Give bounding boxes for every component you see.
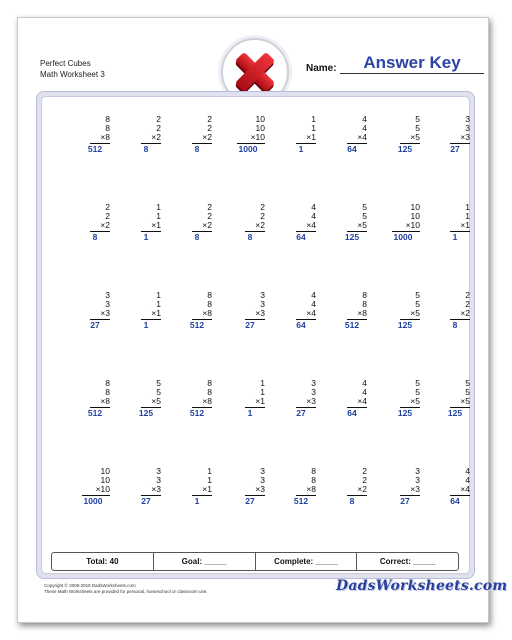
operator-line: ×5 xyxy=(410,308,420,318)
answer-value: 1000 xyxy=(238,144,258,154)
problem-item xyxy=(215,379,265,418)
answer-value: 8 xyxy=(194,232,200,242)
answer-value: 1 xyxy=(143,232,149,242)
answer-value: 512 xyxy=(189,408,205,418)
answer-value: 27 xyxy=(90,320,100,330)
name-label: Name: xyxy=(306,63,337,74)
multiplicand: 1 xyxy=(260,378,265,388)
multiplier: 3 xyxy=(260,475,265,485)
answer-value: 64 xyxy=(450,496,460,506)
operator-line: ×4 xyxy=(357,132,367,142)
copyright-text: Copyright © 2008-2018 DadsWorksheets.com xyxy=(44,583,136,588)
operator-line: ×5 xyxy=(151,396,161,406)
operator-line: ×10 xyxy=(405,220,420,230)
multiplier: 1 xyxy=(207,475,212,485)
problem-item xyxy=(266,379,316,418)
answer-value: 1 xyxy=(143,320,149,330)
multiplicand: 3 xyxy=(465,114,470,124)
problem-item xyxy=(162,379,212,418)
worksheet-subtitle: Math Worksheet 3 xyxy=(40,70,105,79)
problem-item xyxy=(420,203,470,242)
answer-value: 8 xyxy=(194,144,200,154)
multiplicand: 5 xyxy=(415,378,420,388)
multiplier: 4 xyxy=(362,123,367,133)
problem-item xyxy=(215,467,265,506)
multiplier: 2 xyxy=(207,211,212,221)
answer-value: 125 xyxy=(447,408,463,418)
operator-line: ×8 xyxy=(202,396,212,406)
multiplier: 2 xyxy=(156,123,161,133)
multiplicand: 3 xyxy=(415,466,420,476)
multiplier: 1 xyxy=(156,211,161,221)
operator-line: ×8 xyxy=(100,132,110,142)
multiplicand: 3 xyxy=(156,466,161,476)
operator-line: ×3 xyxy=(100,308,110,318)
multiplier: 8 xyxy=(311,475,316,485)
total-cell: Total: 40 xyxy=(86,557,119,566)
multiplicand: 1 xyxy=(311,114,316,124)
multiplier: 3 xyxy=(105,299,110,309)
answer-value: 1 xyxy=(452,232,458,242)
operator-line: ×3 xyxy=(410,484,420,494)
multiplicand: 3 xyxy=(105,290,110,300)
operator-line: ×3 xyxy=(306,396,316,406)
multiplier: 10 xyxy=(255,123,265,133)
problem-item xyxy=(317,115,367,154)
problem-item xyxy=(370,379,420,418)
operator-line: ×4 xyxy=(306,220,316,230)
multiplicand: 8 xyxy=(207,378,212,388)
multiplicand: 4 xyxy=(362,378,367,388)
multiplicand: 2 xyxy=(105,202,110,212)
answer-value: 27 xyxy=(245,496,255,506)
multiplicand: 2 xyxy=(207,202,212,212)
multiplicand: 3 xyxy=(260,290,265,300)
problem-item xyxy=(162,291,212,330)
problem-item xyxy=(317,467,367,506)
problem-item xyxy=(111,291,161,330)
multiplier: 4 xyxy=(362,387,367,397)
problem-item xyxy=(111,467,161,506)
multiplicand: 2 xyxy=(207,114,212,124)
multiplicand: 5 xyxy=(415,114,420,124)
operator-line: ×5 xyxy=(357,220,367,230)
answer-value: 27 xyxy=(400,496,410,506)
multiplier: 5 xyxy=(415,299,420,309)
answer-value: 8 xyxy=(92,232,98,242)
multiplier: 5 xyxy=(156,387,161,397)
problem-item xyxy=(370,115,420,154)
correct-cell: Correct: _____ xyxy=(356,553,458,570)
multiplier: 3 xyxy=(415,475,420,485)
multiplicand: 4 xyxy=(311,202,316,212)
multiplier: 4 xyxy=(311,211,316,221)
problem-item xyxy=(370,203,420,242)
multiplier: 1 xyxy=(156,299,161,309)
multiplier: 2 xyxy=(465,299,470,309)
problem-item xyxy=(111,379,161,418)
operator-line: ×4 xyxy=(306,308,316,318)
problem-item xyxy=(266,467,316,506)
problem-item xyxy=(317,203,367,242)
operator-line: ×2 xyxy=(202,220,212,230)
multiplier: 8 xyxy=(105,123,110,133)
answer-value: 8 xyxy=(349,496,355,506)
multiplier: 2 xyxy=(207,123,212,133)
problem-item xyxy=(215,291,265,330)
problem-item xyxy=(111,115,161,154)
operator-line: ×8 xyxy=(100,396,110,406)
multiplicand: 8 xyxy=(207,290,212,300)
answer-value: 125 xyxy=(397,144,413,154)
multiplier: 2 xyxy=(260,211,265,221)
operator-line: ×5 xyxy=(460,396,470,406)
operator-line: ×4 xyxy=(357,396,367,406)
answer-value: 27 xyxy=(141,496,151,506)
answer-value: 64 xyxy=(347,144,357,154)
name-line xyxy=(340,73,484,74)
multiplier: 3 xyxy=(311,387,316,397)
multiplicand: 2 xyxy=(465,290,470,300)
score-bar xyxy=(51,552,459,571)
operator-line: ×5 xyxy=(410,396,420,406)
operator-line: ×8 xyxy=(306,484,316,494)
multiplier: 2 xyxy=(362,475,367,485)
goal-cell: Goal: _____ xyxy=(153,553,255,570)
answer-value: 125 xyxy=(138,408,154,418)
multiplicand: 4 xyxy=(311,290,316,300)
answer-value: 1 xyxy=(298,144,304,154)
answer-value: 1 xyxy=(194,496,200,506)
answer-value: 64 xyxy=(347,408,357,418)
answer-value: 125 xyxy=(344,232,360,242)
operator-line: ×2 xyxy=(202,132,212,142)
multiplicand: 10 xyxy=(100,466,110,476)
answer-value: 8 xyxy=(452,320,458,330)
problem-item xyxy=(60,291,110,330)
multiplicand: 10 xyxy=(255,114,265,124)
operator-line: ×1 xyxy=(202,484,212,494)
multiplier: 1 xyxy=(260,387,265,397)
operator-line: ×3 xyxy=(255,308,265,318)
multiplicand: 8 xyxy=(362,290,367,300)
multiplier: 1 xyxy=(465,211,470,221)
multiplicand: 2 xyxy=(260,202,265,212)
operator-line: ×3 xyxy=(460,132,470,142)
multiplicand: 1 xyxy=(156,202,161,212)
problem-item xyxy=(266,115,316,154)
multiplier: 3 xyxy=(156,475,161,485)
operator-line: ×10 xyxy=(250,132,265,142)
problem-item xyxy=(317,379,367,418)
problem-item xyxy=(162,467,212,506)
multiplier: 3 xyxy=(260,299,265,309)
multiplier: 3 xyxy=(465,123,470,133)
multiplier: 10 xyxy=(410,211,420,221)
answer-value: 8 xyxy=(143,144,149,154)
multiplicand: 4 xyxy=(465,466,470,476)
multiplier: 5 xyxy=(415,123,420,133)
answer-value: 64 xyxy=(296,320,306,330)
multiplicand: 5 xyxy=(362,202,367,212)
multiplicand: 8 xyxy=(105,114,110,124)
usage-note: These Math Worksheets are provided for personal, homeschool or classroom use. xyxy=(44,589,208,594)
answer-value: 125 xyxy=(397,408,413,418)
footer-text xyxy=(44,583,208,595)
multiplier: 8 xyxy=(207,387,212,397)
multiplier: 5 xyxy=(465,387,470,397)
operator-line: ×2 xyxy=(460,308,470,318)
answer-value: 1000 xyxy=(83,496,103,506)
problem-item xyxy=(60,115,110,154)
answer-value: 27 xyxy=(450,144,460,154)
multiplicand: 5 xyxy=(156,378,161,388)
problem-item xyxy=(60,467,110,506)
complete-cell: Complete: _____ xyxy=(255,553,357,570)
multiplier: 1 xyxy=(311,123,316,133)
multiplicand: 1 xyxy=(207,466,212,476)
operator-line: ×2 xyxy=(255,220,265,230)
operator-line: ×8 xyxy=(357,308,367,318)
answer-value: 1000 xyxy=(393,232,413,242)
problem-item xyxy=(317,291,367,330)
multiplier: 2 xyxy=(105,211,110,221)
problem-item xyxy=(162,115,212,154)
multiplicand: 2 xyxy=(156,114,161,124)
problem-item xyxy=(420,467,470,506)
multiplicand: 3 xyxy=(260,466,265,476)
problem-item xyxy=(420,291,470,330)
problem-item xyxy=(266,291,316,330)
brand-logo: DadsWorksheets.com xyxy=(336,578,508,594)
answer-value: 512 xyxy=(344,320,360,330)
answer-value: 27 xyxy=(296,408,306,418)
multiplier: 4 xyxy=(311,299,316,309)
multiplier: 5 xyxy=(415,387,420,397)
answer-value: 512 xyxy=(189,320,205,330)
answer-value: 27 xyxy=(245,320,255,330)
problem-item xyxy=(420,115,470,154)
operator-line: ×3 xyxy=(255,484,265,494)
multiplicand: 5 xyxy=(465,378,470,388)
multiplier: 8 xyxy=(362,299,367,309)
multiplicand: 8 xyxy=(311,466,316,476)
operator-line: ×4 xyxy=(460,484,470,494)
problem-item xyxy=(215,203,265,242)
problem-item xyxy=(215,115,265,154)
operator-line: ×3 xyxy=(151,484,161,494)
multiplier: 4 xyxy=(465,475,470,485)
problem-item xyxy=(266,203,316,242)
operator-line: ×2 xyxy=(151,132,161,142)
multiplier: 10 xyxy=(100,475,110,485)
answer-value: 64 xyxy=(296,232,306,242)
answer-value: 512 xyxy=(87,408,103,418)
operator-line: ×8 xyxy=(202,308,212,318)
answer-value: 1 xyxy=(247,408,253,418)
answer-value: 512 xyxy=(293,496,309,506)
multiplier: 8 xyxy=(105,387,110,397)
multiplicand: 10 xyxy=(410,202,420,212)
operator-line: ×2 xyxy=(100,220,110,230)
operator-line: ×5 xyxy=(410,132,420,142)
problem-item xyxy=(162,203,212,242)
multiplicand: 4 xyxy=(362,114,367,124)
operator-line: ×1 xyxy=(151,220,161,230)
multiplicand: 1 xyxy=(465,202,470,212)
operator-line: ×10 xyxy=(95,484,110,494)
answer-value: 125 xyxy=(397,320,413,330)
problem-item xyxy=(370,291,420,330)
answer-value: 512 xyxy=(87,144,103,154)
worksheet-title: Perfect Cubes xyxy=(40,59,91,68)
answer-value: 8 xyxy=(247,232,253,242)
multiplier: 5 xyxy=(362,211,367,221)
operator-line: ×2 xyxy=(357,484,367,494)
problem-item xyxy=(420,379,470,418)
operator-line: ×1 xyxy=(255,396,265,406)
operator-line: ×1 xyxy=(306,132,316,142)
multiplicand: 5 xyxy=(415,290,420,300)
answer-key-label: Answer Key xyxy=(363,53,461,72)
multiplier: 8 xyxy=(207,299,212,309)
multiplicand: 3 xyxy=(311,378,316,388)
operator-line: ×1 xyxy=(151,308,161,318)
multiplicand: 2 xyxy=(362,466,367,476)
problem-item xyxy=(111,203,161,242)
problem-item xyxy=(60,379,110,418)
multiplicand: 8 xyxy=(105,378,110,388)
worksheet-header-left xyxy=(40,58,105,80)
problem-item xyxy=(370,467,420,506)
multiplicand: 1 xyxy=(156,290,161,300)
operator-line: ×1 xyxy=(460,220,470,230)
problem-item xyxy=(60,203,110,242)
